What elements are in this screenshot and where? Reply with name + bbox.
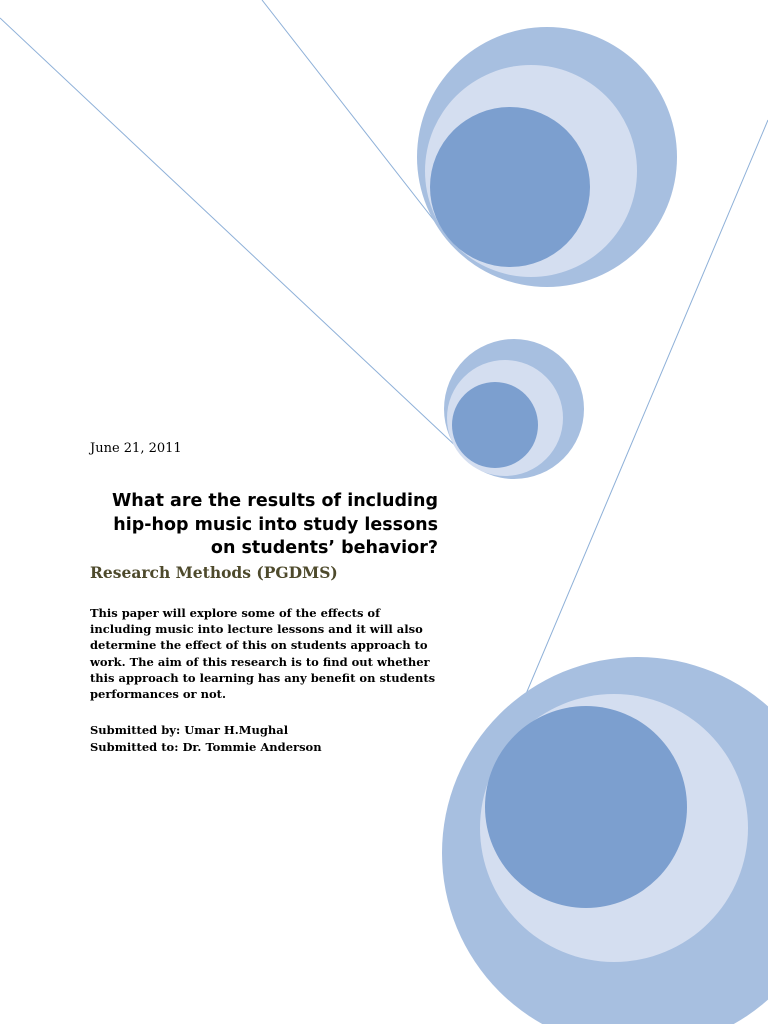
cover-title: What are the results of including hip-hop music into study lessons on students’ behavior? — [112, 491, 438, 558]
cover-subtitle: Research Methods (PGDMS) — [90, 563, 338, 582]
submitted-by: Submitted by: Umar H.Mughal — [90, 723, 289, 737]
decor-circle-top — [417, 27, 677, 287]
decor-line-top — [262, 0, 440, 228]
cover-abstract: This paper will explore some of the effects of including music into lecture lessons and it will also determine the effect of this on students approach to work. The aim of this research is to find out whether this approach to learning has any benefit on students performances or not. — [90, 606, 436, 702]
decor-circle-middle — [444, 339, 584, 479]
decor-circle-bottom — [442, 657, 768, 1024]
decor-line-left — [0, 18, 460, 450]
cover-date: June 21, 2011 — [90, 441, 182, 456]
submission-info — [90, 722, 322, 756]
submitted-to: Submitted to: Dr. Tommie Anderson — [90, 740, 322, 754]
